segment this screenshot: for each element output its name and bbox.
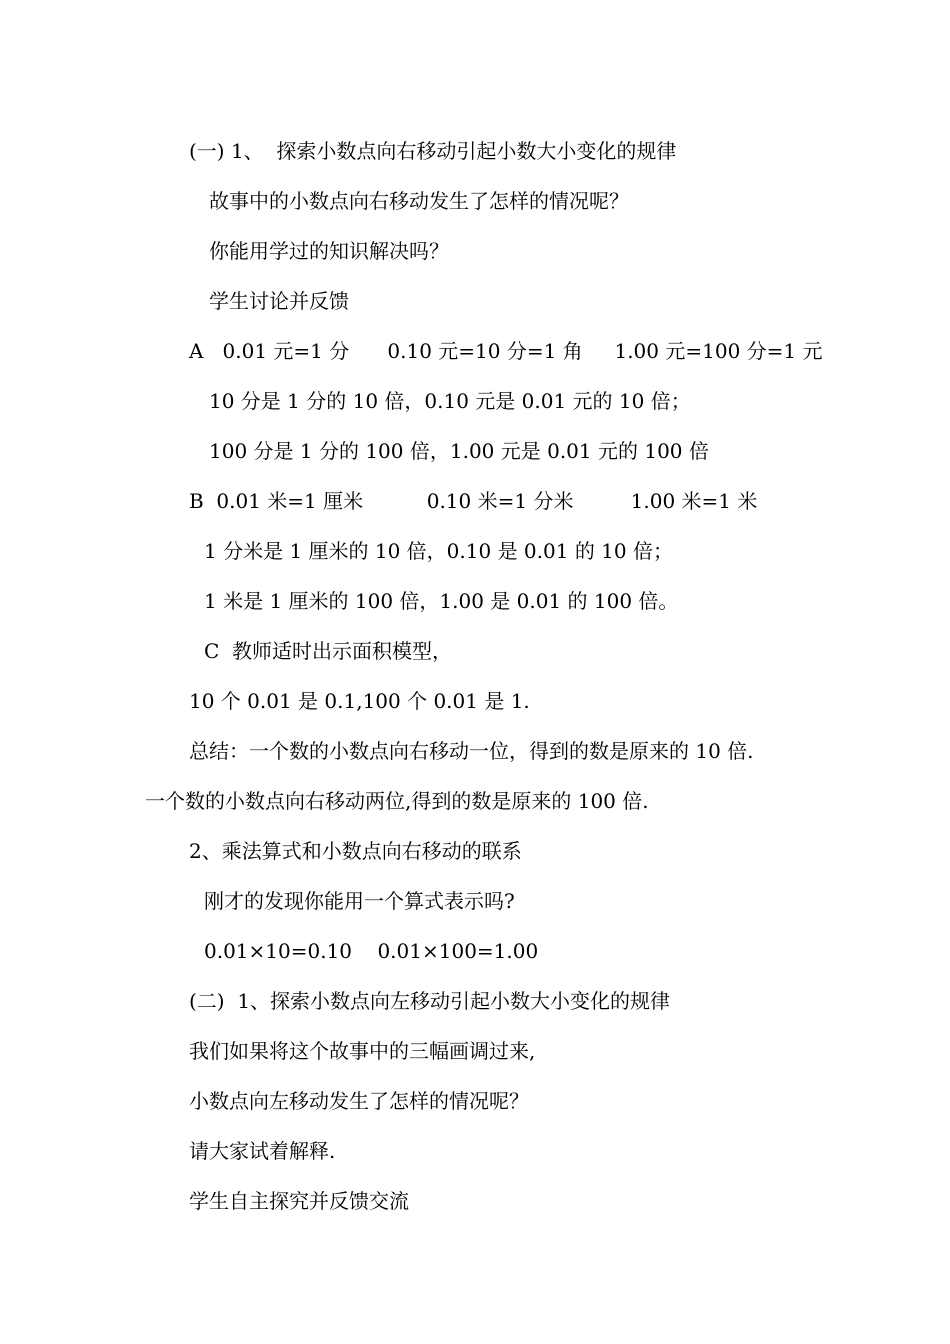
story-question: 故事中的小数点向右移动发生了怎样的情况呢？ (209, 189, 629, 213)
part-two-heading: (二) 1、探索小数点向左移动引起小数大小变化的规律 (189, 989, 671, 1013)
section-two-heading: 2、乘法算式和小数点向右移动的联系 (189, 839, 522, 863)
example-a-relation-1: 10 分是 1 分的 10 倍，0.10 元是 0.01 元的 10 倍； (209, 389, 691, 413)
summary-line-1: 总结：一个数的小数点向右移动一位，得到的数是原来的 10 倍. (189, 739, 754, 763)
knowledge-question: 你能用学过的知识解决吗？ (209, 239, 449, 263)
example-b-relation-2: 1 米是 1 厘米的 100 倍，1.00 是 0.01 的 100 倍。 (204, 589, 679, 613)
student-exploration: 学生自主探究并反馈交流 (189, 1189, 409, 1213)
formula-question: 刚才的发现你能用一个算式表示吗? (204, 889, 515, 913)
section-one-heading: (一) 1、 探索小数点向右移动引起小数大小变化的规律 (189, 139, 677, 163)
summary-line-2: 一个数的小数点向右移动两位,得到的数是原来的 100 倍. (145, 789, 649, 813)
left-move-question: 小数点向左移动发生了怎样的情况呢？ (189, 1089, 529, 1113)
example-b-equations: B 0.01 米=1 厘米 0.10 米=1 分米 1.00 米=1 米 (189, 489, 758, 513)
example-a-relation-2: 100 分是 1 分的 100 倍，1.00 元是 0.01 元的 100 倍 (209, 439, 709, 463)
discussion-note: 学生讨论并反馈 (209, 289, 349, 313)
area-model-statement: 10 个 0.01 是 0.1,100 个 0.01 是 1. (189, 689, 530, 713)
example-a-equations: A 0.01 元=1 分 0.10 元=10 分=1 角 1.00 元=100 分=1 元 (189, 339, 823, 363)
explain-prompt: 请大家试着解释. (189, 1139, 336, 1163)
reverse-story-text: 我们如果将这个故事中的三幅画调过来, (189, 1039, 536, 1063)
example-b-relation-1: 1 分米是 1 厘米的 10 倍，0.10 是 0.01 的 10 倍； (204, 539, 673, 563)
example-c-note: C 教师适时出示面积模型， (204, 639, 453, 663)
formula-equations: 0.01×10=0.10 0.01×100=1.00 (204, 939, 539, 963)
